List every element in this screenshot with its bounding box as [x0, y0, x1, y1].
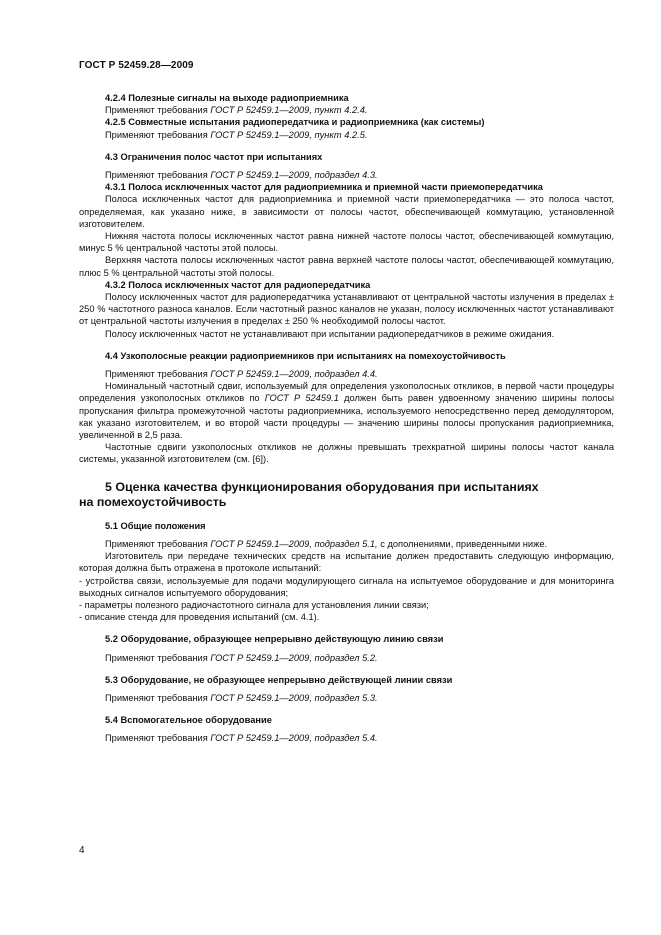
page-header-doc-id: ГОСТ Р 52459.28—2009: [79, 60, 194, 71]
section-5-title: [79, 480, 614, 510]
text-prefix: Применяют требования: [105, 129, 211, 140]
text-prefix: Применяют требования: [105, 170, 211, 181]
text-prefix: Применяют требования: [105, 105, 211, 116]
text-prefix: Применяют требования: [105, 692, 211, 703]
section-4-2-5-text: [79, 129, 614, 141]
text-part: Номинальный частотный сдвиг, используемый для определения узкополосных откликов, в первой части процедуры определения узкополосных откликов по: [79, 381, 614, 404]
section-4-3-1-para-3: Верхняя частота полосы исключенных частот равна верхней частоте полосы частот, обеспечивающей коммутацию, плюс 5 % центральной частоты этой полосы.: [79, 255, 614, 278]
section-5-1-para-1: Изготовитель при передаче технических средств на испытание должен предоставить следующую информацию, которая должна быть отражена в протоколе испытаний:: [79, 551, 614, 574]
section-4-4-text: [79, 368, 614, 380]
section-4-2-5-title: 4.2.5 Совместные испытания радиопередатчика и радиоприемника (как системы): [105, 117, 485, 128]
page-number: 4: [79, 845, 85, 856]
standard-reference: ГОСТ Р 52459.1—2009, подраздел 5.2.: [210, 652, 378, 663]
section-4-3-title: 4.3 Ограничения полос частот при испытаниях: [105, 151, 323, 162]
section-4-4-para-2: Частотные сдвиги узкополосных откликов не должны превышать трехкратной ширины полосы частот канала системы, указанной изготовителем (см. [6]).: [79, 442, 614, 465]
section-4-4-para-1: [79, 380, 614, 441]
list-item: - параметры полезного радиочастотного сигнала для установления линии связи;: [79, 599, 429, 610]
list-item: - устройства связи, используемые для подачи модулирующего сигнала на испытуемое оборудование и для мониторинга выходных сигналов испытуемого оборудования;: [79, 575, 614, 598]
list-item: - описание стенда для проведения испытаний (см. 4.1).: [79, 612, 320, 623]
section-5-title-line-2: на помехоустойчивость: [79, 494, 227, 509]
text-prefix: Применяют требования: [105, 538, 211, 549]
section-5-1-text: [79, 538, 614, 550]
section-4-3-2-para-2: Полосу исключенных частот не устанавливают при испытании радиопередатчиков в режиме ожидания.: [105, 328, 555, 339]
section-4-2-4-text: [79, 104, 614, 116]
standard-reference: ГОСТ Р 52459.1: [264, 393, 339, 404]
section-5-title-line-1: 5 Оценка качества функционирования оборудования при испытаниях: [105, 479, 539, 494]
text-prefix: Применяют требования: [105, 369, 211, 380]
standard-reference: ГОСТ Р 52459.1—2009, подраздел 5.3.: [210, 692, 378, 703]
section-5-4-text: [79, 732, 614, 744]
section-5-1-title: 5.1 Общие положения: [105, 520, 206, 531]
page-body: [79, 92, 614, 745]
section-4-3-text: [79, 169, 614, 181]
section-5-2-text: [79, 652, 614, 664]
section-4-3-2-para-1: Полосу исключенных частот для радиопередатчика устанавливают от центральной частоты излучения в пределах ± 250 % частотного разноса каналов. Если частотный разнос каналов не указан, полосу исключенных частот устанавливают от центральной частоты излучения в пределах ± 250 % необходимой полосы частот.: [79, 292, 614, 327]
text-suffix: с дополнениями, приведенными ниже.: [377, 538, 548, 549]
section-4-4-title: 4.4 Узкополосные реакции радиоприемников при испытаниях на помехоустойчивость: [105, 350, 506, 361]
section-4-3-1-title: 4.3.1 Полоса исключенных частот для радиоприемника и приемной части приемопередатчика: [105, 182, 543, 193]
text-prefix: Применяют требования: [105, 733, 211, 744]
section-5-2-title: 5.2 Оборудование, образующее непрерывно действующую линию связи: [105, 634, 444, 645]
section-5-4-title: 5.4 Вспомогательное оборудование: [105, 715, 272, 726]
standard-reference: ГОСТ Р 52459.1—2009, пункт 4.2.4.: [210, 105, 368, 116]
section-4-3-1-para-1: Полоса исключенных частот для радиоприемника и приемной части приемопередатчика — это полоса частот, определяемая, как указано ниже, в зависимости от полосы частот, обеспечивающей коммутацию, установленной изготовителем.: [79, 194, 614, 229]
standard-reference: ГОСТ Р 52459.1—2009, подраздел 5.1,: [210, 538, 378, 549]
section-4-3-2-title: 4.3.2 Полоса исключенных частот для радиопередатчика: [105, 279, 371, 290]
standard-reference: ГОСТ Р 52459.1—2009, подраздел 4.4.: [210, 369, 378, 380]
standard-reference: ГОСТ Р 52459.1—2009, пункт 4.2.5.: [210, 129, 368, 140]
section-5-3-title: 5.3 Оборудование, не образующее непрерывно действующей линии связи: [105, 674, 453, 685]
section-4-2-4-title: 4.2.4 Полезные сигналы на выходе радиоприемника: [105, 93, 349, 103]
standard-reference: ГОСТ Р 52459.1—2009, подраздел 5.4.: [210, 733, 378, 744]
text-part: должен быть равен удвоенному значению ширины полосы пропускания фильтра промежуточной частоты радиоприемника, используемого непосредственно перед демодулятором, как указано изготовителем, и во второй части процедуры — значению ширины полосы пропускания радиоприемника, увеличенной в 2,5 раза.: [79, 393, 615, 441]
text-prefix: Применяют требования: [105, 652, 211, 663]
section-5-3-text: [79, 692, 614, 704]
standard-reference: ГОСТ Р 52459.1—2009, подраздел 4.3.: [210, 170, 378, 181]
section-4-3-1-para-2: Нижняя частота полосы исключенных частот равна нижней частоте полосы частот, обеспечивающей коммутацию, минус 5 % центральной частоты этой полосы.: [79, 231, 614, 254]
